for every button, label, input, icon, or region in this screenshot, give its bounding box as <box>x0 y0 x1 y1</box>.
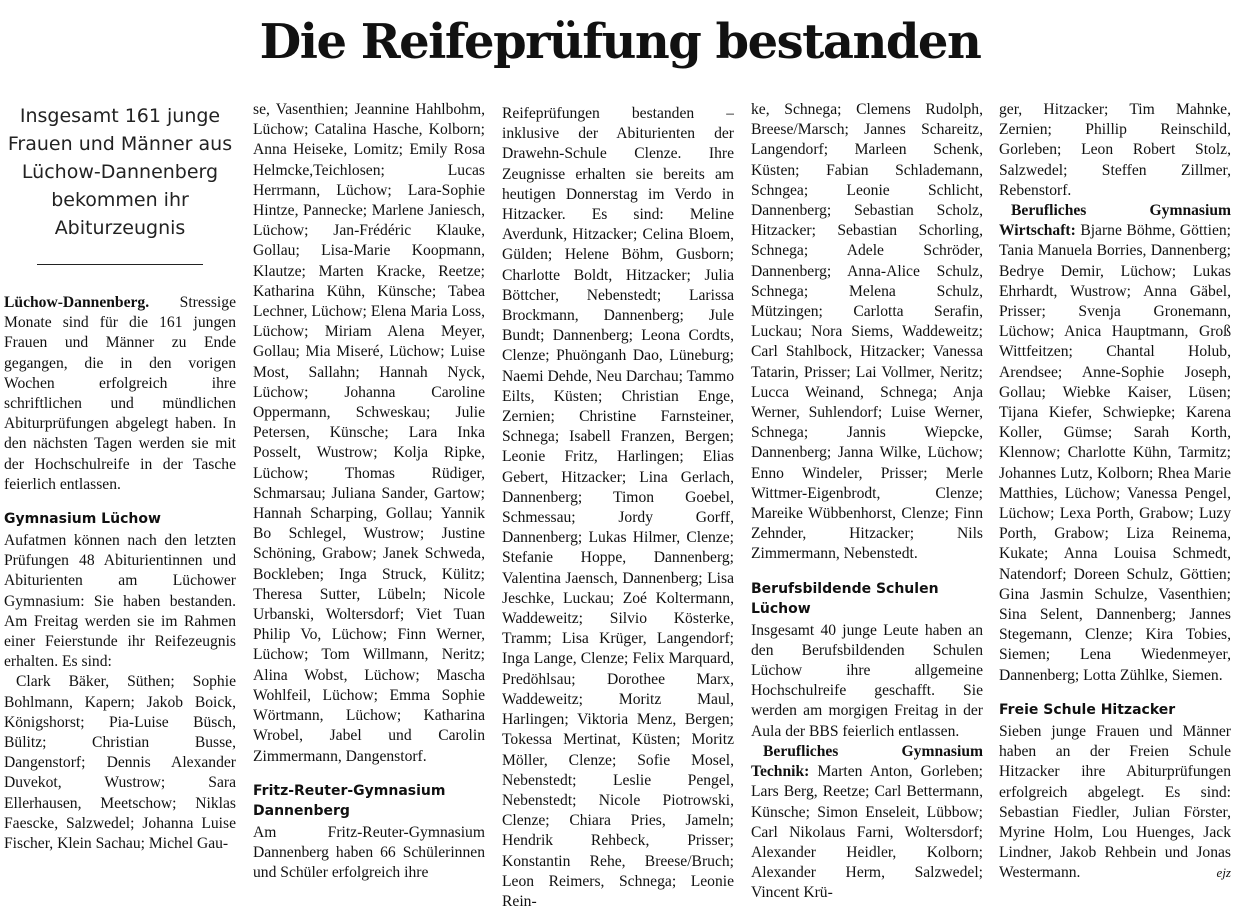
fritz-reuter-text-3: ke, Schnega; Clemens Rudolph, Breese/Marsch; Jannes Schareitz, Langendorf; Marleen Schenk, Küsten; Fabian Schlademann, Schngea; Leonie Schlicht, Dannenberg; Sebastian Scholz, Hitzacker; Sebastian Schorling, Schnega; Adele Schröder, Dannenberg; Anna-Alice Schulz, Schnega; Melena Schulz, Mützingen; Carlotta Serafin, Luckau; Nora Siems, Waddeweitz; Carl Stahlbock, Hitzacker; Vanessa Tatarin, Prisser; Lai Vollmer, Neritz; Lucca Weinand, Schnega; Anja Werner, Suhlendorf; Luise Werner, Schnega; Jannis Wiepcke, Dannenberg; Janna Wilke, Lüchow; Enno Windeler, Prisser; Merle Wittmer-Eigenbrodt, Clenze; Mareike Wübbenhorst, Clenze; Finn Zehnder, Hitzacker; Nils Zimmermann, Nebenstedt. <box>751 101 983 563</box>
author-signature: ejz <box>1216 865 1231 881</box>
fritz-reuter-text-1: Am Fritz-Reuter-Gymnasium Dannenberg haben 66 Schülerinnen und Schüler erfolgreich ihre <box>253 823 485 882</box>
freie-schule-body: Sieben junge Frauen und Männer haben an der Freien Schule Hitzacker ihre Abiturprüfungen erfolgreich abgelegt. Es sind: Sebastian Fiedler, Julian Förster, Myrine Holm, Lou Huenges, Jack Lindner, Jakob Rehbein und Jonas Westermann. <box>999 722 1231 882</box>
bbs-wirtschaft-text: Bjarne Böhme, Göttien; Tania Manuela Borries, Dannenberg; Bedrye Demir, Lüchow; Lukas Ehrhardt, Wustrow; Anna Gäbel, Prisser; Svenja Gronemann, Lüchow; Anica Hauptmann, Groß Wittfeitzen; Chantal Holub, Arendsee; Anne-Sophie Joseph, Gollau; Wiebke Kaiser, Lüsen; Tijana Kiefer, Schwiepke; Karena Koller, Gümse; Sarah Korth, Klennow; Charlotte Kühn, Tarmitz; Johannes Lutz, Kolborn; Rhea Marie Matthies, Lüchow; Vanessa Pengel, Lüchow; Lexa Porth, Grabow; Luzy Porth, Grabow; Liza Reinema, Kukate; Anna Louisa Schmedt, Natendorf; Doreen Schulz, Göttien; Gina Jasmin Schulze, Vasenthien; Sina Selent, Dannenberg; Jannes Stegemann, Clenze; Kira Tobies, Siemen; Lena Wiedenmeyer, Dannenberg; Lotta Zühlke, Siemen. <box>999 222 1231 684</box>
section-heading-freie-schule: Freie Schule Hitzacker <box>999 701 1176 718</box>
article-column-4 <box>751 100 983 913</box>
bbs-technik-text: Marten Anton, Gorleben; Lars Berg, Reetze; Carl Bettermann, Künsche; Simon Enseleit, Lübbow; Carl Nikolaus Farni, Woltersdorf; Alexander Heidler, Kolborn; Alexander Herm, Salzwedel; Vincent Krü- <box>751 763 983 902</box>
section-heading-gymnasium-luechow: Gymnasium Lüchow <box>4 511 161 528</box>
section-heading-fritz-reuter-gymnasium: Fritz-Reuter-Gymnasium Dannenberg <box>253 782 446 819</box>
bbs-technik-label: Berufliches Gymnasium Technik: <box>751 742 983 781</box>
fritz-reuter-text-2: Reifeprüfungen bestanden – inklusive der Abiturienten der Drawehn-Schule Clenze. Ihre Zeugnisse erhalten sie bereits am heutigen Donnerstag im Verdo in Hitzacker. Es sind: Meline Averdunk, Hitzacker; Celina Bloem, Gülden; Helene Böhm, Gusborn; Charlotte Boldt, Hitzacker; Julia Böttcher, Nebenstedt; Larissa Brockmann, Dannenberg; Jule Bundt; Dannenberg; Leona Cordts, Clenze; Phuönganh Dao, Lüneburg; Naemi Dehde, Neu Darchau; Tammo Eilts, Küsten; Christian Enge, Zernien; Christine Farnsteiner, Schnega; Isabell Franzen, Bergen; Leonie Fritz, Harlingen; Elias Gebert, Hitzacker; Lina Gerlach, Dannenberg; Timon Goebel, Schmessau; Jordy Gorff, Dannenberg; Lukas Hilmer, Clenze; Stefanie Hoppe, Dannenberg; Valentina Jaensch, Dannenberg; Lisa Jeschke, Luckau; Zoé Koltermann, Waddeweitz; Silvio Kösterke, Tramm; Lisa Krüger, Langendorf; Inga Lange, Clenze; Felix Marquard, Predöhlsau; Dorothee Marx, Waddeweitz; Moritz Maul, Harlingen; Viktoria Menz, Bergen; Tokessa Mertinat, Küsten; Moritz Möller, Clenze; Sofie Mosel, Nebenstedt; Leslie Pengel, Nebenstedt; Nicole Piotrowski, Clenze; Chiara Pries, Jameln; Hendrik Rehbeck, Prisser; Konstantin Rehe, Breese/Bruch; Leon Reimers, Schnega; Leonie Rein- <box>502 105 734 910</box>
article-column-1 <box>4 100 236 913</box>
article-column-5 <box>999 100 1231 913</box>
gymnasium-luechow-names-1: Clark Bäker, Süthen; Sophie Bohlmann, Kapern; Jakob Boick, Königshorst; Pia-Luise Büsch, Bülitz; Christian Busse, Dangenstorf; Dennis Alexander Duvekot, Wustrow; Sara Ellerhausen, Meetschow; Niklas Faescke, Salzwedel; Johanna Luise Fischer, Klein Sachau; Michel Gau- <box>4 673 236 853</box>
teaser: Insgesamt 161 junge Frauen und Männer aus Lüchow-Dannenberg bekommen ihr Abiturzeugnis <box>7 105 233 239</box>
headline: Die Reifeprüfung bestanden <box>259 14 981 70</box>
bbs-technik-names-1 <box>751 742 983 904</box>
bbs-wirtschaft-label: Berufliches Gymnasium Wirtschaft: <box>999 202 1231 240</box>
freie-schule-text <box>999 722 1231 884</box>
article-column-2 <box>253 100 485 913</box>
teaser-divider <box>37 264 203 265</box>
dateline: Lüchow-Dannenberg. <box>4 294 150 311</box>
bbs-technik-names-2: ger, Hitzacker; Tim Mahnke, Zernien; Phillip Reinschild, Gorleben; Leon Robert Stolz, Salzwedel; Steffen Zillmer, Rebenstorf. <box>999 101 1231 199</box>
intro-paragraph <box>4 293 236 495</box>
gymnasium-luechow-names-2: se, Vasenthien; Jeannine Hahlbohm, Lüchow; Catalina Hasche, Kolborn; Anna Heiseke, Lomitz; Emily Rosa Helmcke,Teichlosen; Lucas Herrmann, Lüchow; Lara-Sophie Hintze, Pannecke; Marlene Janiesch, Lüchow; Jan-Frédéric Klauke, Gollau; Lisa-Marie Koopmann, Klautze; Marten Kracke, Reetze; Katharina Kühn, Künsche; Tabea Lechner, Lüchow; Elena Maria Loss, Lüchow; Miriam Alena Meyer, Gollau; Mia Miseré, Lüchow; Luise Most, Sallahn; Hannah Nyck, Lüchow; Johanna Caroline Oppermann, Schweskau; Julie Petersen, Künsche; Lara Inka Posselt, Wustrow; Kolja Ripke, Lüchow; Thomas Rüdiger, Schmarsau; Juliana Sander, Gartow; Hannah Scharping, Gollau; Yannik Bo Schlegel, Wustrow; Justine Schöning, Grabow; Janek Schweda, Bockleben; Inga Struck, Külitz; Theresa Sutter, Lübeln; Nicole Urbanski, Woltersdorf; Viet Tuan Philip Vo, Lüchow; Finn Werner, Lüchow; Tom Willmann, Neritz; Alina Wobst, Lüchow; Mascha Wohlfeil, Lüchow; Emma Sophie Wörtmann, Lüchow; Katharina Wrobel, Jabel und Carolin Zimmermann, Dangenstorf. <box>253 101 485 765</box>
bbs-intro: Insgesamt 40 junge Leute haben an den Berufsbildenden Schulen Lüchow ihre allgemeine Hochschulreife geschafft. Sie werden am morgigen Freitag in der Aula der BBS feierlich entlassen. <box>751 621 983 740</box>
article-column-3 <box>502 100 734 913</box>
bbs-wirtschaft-names <box>999 201 1231 686</box>
intro-text: Stressige Monate sind für die 161 jungen Frauen und Männer zu Ende gegangen, die in den vorigen Wochen erfolgreich ihre schriftlichen und mündlichen Abiturprüfungen abgelegt haben. In den nächsten Tagen werden sie mit der Hochschulreife in der Tasche feierlich entlassen. <box>4 294 236 493</box>
gymnasium-luechow-intro: Aufatmen können nach den letzten Prüfungen 48 Abiturientinnen und Abiturienten am Lüchower Gymnasium: Sie haben bestanden. Am Freitag werden sie im Rahmen einer Feierstunde ihr Reifezeugnis erhalten. Es sind: <box>4 532 236 671</box>
section-heading-bbs: Berufsbildende Schulen Lüchow <box>751 580 939 617</box>
